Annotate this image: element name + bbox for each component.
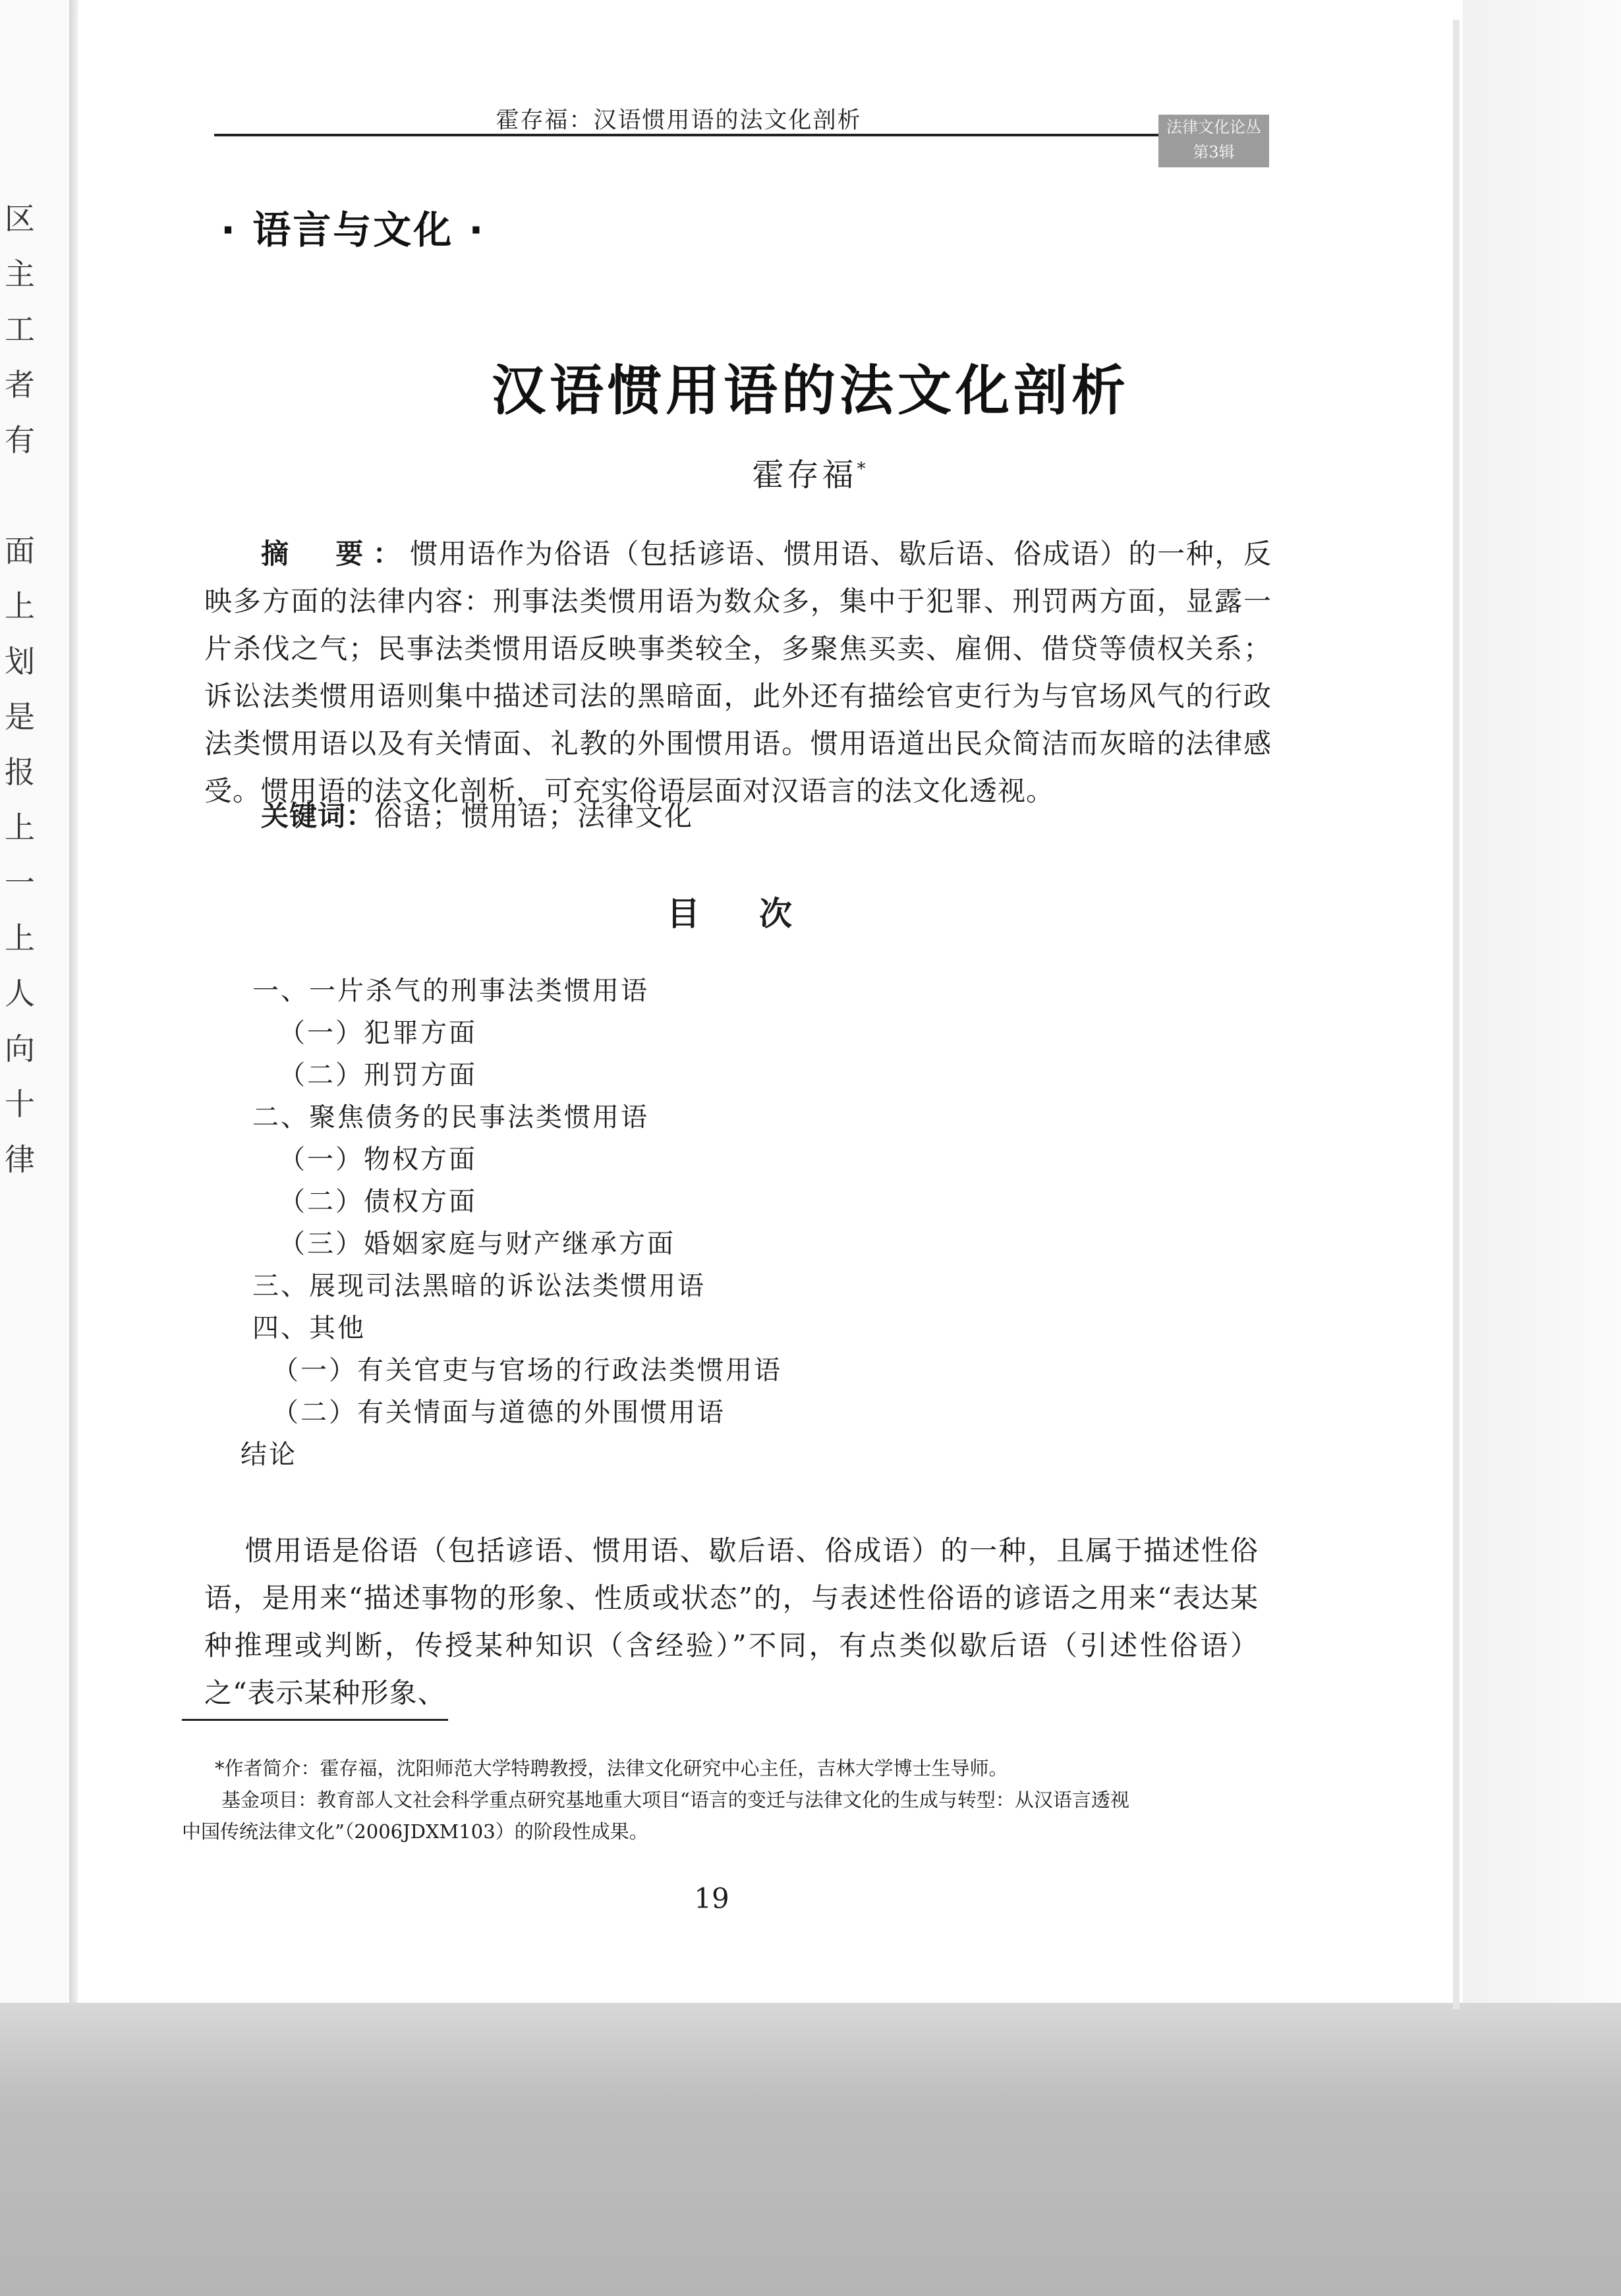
adjacent-page-text: 区 主 工 者 有 面 上 划 是 报 上 一 上 人 向 十 律 [5, 201, 35, 1177]
scanner-bed-right [1463, 0, 1621, 2296]
page-gutter-shadow [69, 0, 78, 2016]
series-name: 法律文化论丛 [1166, 118, 1261, 136]
keywords-label: 关键词： [261, 800, 375, 832]
running-header: 霍存福：汉语惯用语的法文化剖析 [496, 107, 862, 134]
footnote-fund-continued: 中国传统法律文化”（2006JDXM103）的阶段性成果。 [182, 1820, 648, 1843]
abstract [204, 530, 1272, 815]
header-rule [214, 134, 1170, 136]
footnote-rule [182, 1719, 448, 1721]
keywords-text: 俗语；惯用语；法律文化 [374, 800, 694, 832]
keywords [261, 795, 693, 834]
toc-item: 二、聚焦债务的民事法类惯用语 [252, 1102, 649, 1133]
toc-item: （一）犯罪方面 [279, 1018, 477, 1048]
author-name: 霍存福 [752, 457, 857, 493]
toc-item: （二）刑罚方面 [279, 1060, 477, 1090]
abstract-label: 摘 要： [261, 538, 411, 570]
body-text [204, 1527, 1259, 1717]
article-title: 汉语惯用语的法文化剖析 [491, 359, 1129, 422]
page-number: 19 [694, 1882, 729, 1915]
table-of-contents [241, 970, 782, 1476]
series-badge [1158, 115, 1269, 167]
series-volume: 第3辑 [1193, 143, 1235, 161]
toc-item: 四、其他 [252, 1313, 366, 1343]
body-paragraph: 惯用语是俗语（包括谚语、惯用语、歇后语、俗成语）的一种，且属于描述性俗语，是用来“描述事物的形象、性质或状态”的，与表述性俗语的谚语之用来“表达某种推理或判断，传授某种知识（含经验）”不同，有点类似歇后语（引述性俗语）之“表示某种形象、 [204, 1534, 1259, 1709]
author-line [0, 449, 1621, 495]
toc-item: （一）有关官吏与官场的行政法类惯用语 [272, 1355, 782, 1386]
toc-heading: 目次 [667, 895, 851, 933]
author-footnote-mark: * [857, 459, 869, 479]
footnotes [182, 1752, 1263, 1847]
scanner-bed-bottom [0, 2003, 1621, 2296]
toc-item: （三）婚姻家庭与财产继承方面 [279, 1229, 675, 1259]
toc-item: 结论 [241, 1440, 297, 1470]
toc-item: （一）物权方面 [279, 1144, 477, 1175]
toc-item: 三、展现司法黑暗的诉讼法类惯用语 [252, 1271, 706, 1301]
footnote-fund: 基金项目：教育部人文社会科学重点研究基地重大项目“语言的变迁与法律文化的生成与转型：从汉语言透视 [221, 1789, 1129, 1811]
toc-item: （二）债权方面 [279, 1187, 477, 1217]
toc-item: （二）有关情面与道德的外围惯用语 [272, 1397, 725, 1428]
section-label: · 语言与文化 · [221, 208, 486, 252]
footnote-author: *作者简介：霍存福，沈阳师范大学特聘教授，法律文化研究中心主任，吉林大学博士生导师。 [215, 1757, 1008, 1779]
toc-item: 一、一片杀气的刑事法类惯用语 [252, 976, 649, 1006]
abstract-text: 惯用语作为俗语（包括谚语、惯用语、歇后语、俗成语）的一种，反映多方面的法律内容：刑事法类惯用语为数众多，集中于犯罪、刑罚两方面，显露一片杀伐之气；民事法类惯用语反映事类较全，多聚焦买卖、雇佣、借贷等债权关系；诉讼法类惯用语则集中描述司法的黑暗面，此外还有描绘官吏行为与官场风气的行政法类惯用语以及有关情面、礼教的外围惯用语。惯用语道出民众简洁而灰暗的法律感受。惯用语的法文化剖析，可充实俗语层面对汉语言的法文化透视。 [204, 538, 1272, 807]
page-right-edge [1453, 20, 1460, 2009]
